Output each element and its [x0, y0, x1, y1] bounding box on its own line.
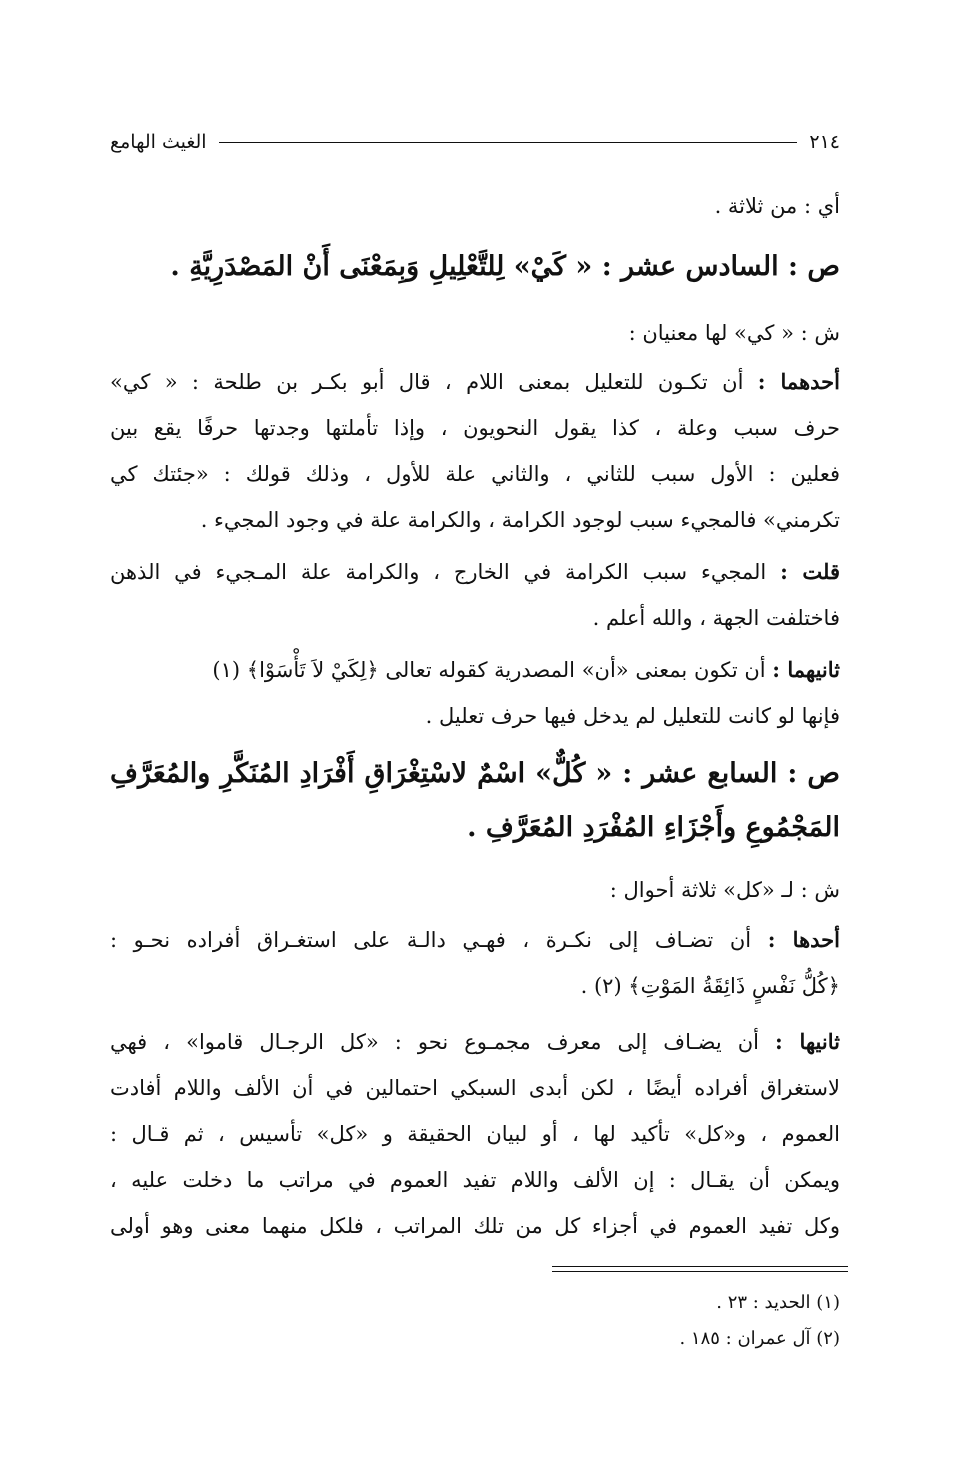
paragraph-line: فعلين : الأول سبب للثاني ، والثاني علة للأول ، وذلك قولك : «جئتك كي [110, 462, 840, 486]
paragraph-line: ثانيهما : أن تكون بمعنى «أن» المصدرية كقوله تعالى ﴿لِكَيْ لاَ تَأْسَوْا﴾ (١) [212, 657, 840, 682]
paragraph-line: ﴿كُلُّ نَفْسٍ ذَائِقَةُ المَوْتِ﴾ (٢) . [580, 974, 840, 998]
text-line: ش : « كي» لها معنيان : [628, 321, 840, 345]
footnote-2: (٢) آل عمران : ١٨٥ . [679, 1328, 840, 1349]
section-heading-17: ص : السابع عشر : « كُلٌّ» اسْمٌ لاسْتِغْرَاقِ أَفْرَادِ المُنَكَّرِ والمُعَرَّفِ [110, 758, 840, 789]
footnote-separator [552, 1266, 848, 1267]
running-header [110, 126, 840, 158]
paragraph-lead: قلت : [780, 559, 840, 584]
footnote-separator [552, 1271, 848, 1272]
text-line: ش : لـ «كل» ثلاثة أحوال : [609, 878, 840, 902]
paragraph-line: حرف سبب وعلة ، كذا يقول النحويون ، وإذا تأملتها وجدتها حرفًا يقع بين [110, 416, 840, 440]
header-rule [219, 142, 798, 143]
paragraph-line: أحدهما : أن تكـون للتعليل بمعنى اللام ، قال أبو بكـر بن طلحة : « كي» [110, 369, 840, 394]
paragraph-line: تكرمني» فالمجيء سبب لوجود الكرامة ، والكرامة علة في وجود المجيء . [200, 508, 840, 532]
paragraph-line: لاستغراق أفراده أيضًا ، لكن أبدى السبكي احتمالين في أن الألف واللام أفادت [110, 1076, 840, 1100]
section-heading-16: ص : السادس عشر : « كَيْ» لِلتَّعْلِيلِ وَبِمَعْنَى أَنْ المَصْدَرِيَّةِ . [170, 251, 840, 282]
paragraph-line: العموم ، و«كل» تأكيد لها ، أو لبيان الحقيقة و «كل» تأسيس ، ثم قـال : [110, 1122, 840, 1146]
paragraph-line: فاختلفت الجهة ، والله أعلم . [592, 606, 840, 630]
text-line: أي : من ثلاثة . [714, 194, 840, 218]
paragraph-lead: ثانيها : [775, 1029, 840, 1054]
paragraph-lead: ثانيهما : [772, 657, 840, 682]
paragraph-line: فإنها لو كانت للتعليل لم يدخل فيها حرف تعليل . [425, 704, 840, 728]
paragraph-line: ويمكن أن يقـال : إن الألف واللام تفيد العموم في مراتب ما دخلت عليه ، [110, 1168, 840, 1192]
footnote-1: (١) الحديد : ٢٣ . [716, 1292, 840, 1313]
section-heading-17-cont: المَجْمُوعِ وأَجْزَاءِ المُفْرَدِ المُعَرَّفِ . [467, 812, 840, 843]
paragraph-lead: أحدها : [767, 927, 840, 952]
page-number: ٢١٤ [809, 131, 840, 153]
paragraph-line: ثانيها : أن يضـاف إلى معرف مجمـوع نحو : «كل الرجـال قاموا» ، فهي [110, 1029, 840, 1054]
paragraph-line: وكل تفيد العموم في أجزاء كل من تلك المراتب ، فلكل منهما معنى وهو أولى [110, 1214, 840, 1238]
book-title: الغيث الهامع [110, 131, 207, 153]
paragraph-line: أحدها : أن تضـاف إلى نكـرة ، فهـي دالـة على استغـراق أفراده نحـو : [110, 927, 840, 952]
paragraph-lead: أحدهما : [757, 369, 840, 394]
paragraph-line: قلت : المجيء سبب الكرامة في الخارج ، والكرامة علة المـجيء في الذهن [110, 559, 840, 584]
